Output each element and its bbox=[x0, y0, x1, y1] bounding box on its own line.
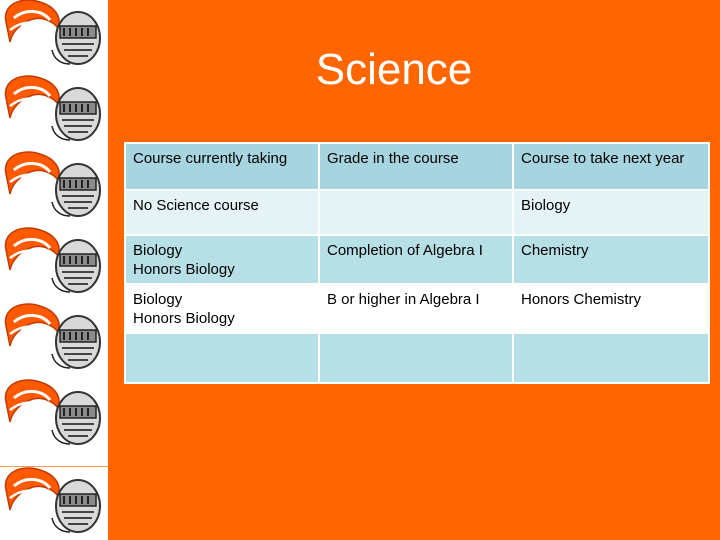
course-table bbox=[124, 142, 710, 384]
header-current-course: Course currently taking bbox=[125, 143, 319, 190]
knight-helmet-icon bbox=[0, 222, 108, 300]
table-row bbox=[125, 333, 709, 383]
cell-line: Honors Biology bbox=[133, 261, 235, 278]
cell-line: Honors Biology bbox=[133, 310, 235, 327]
knight-helmet-icon bbox=[0, 146, 108, 224]
slide-title: Science bbox=[315, 45, 473, 94]
table-row bbox=[125, 190, 709, 235]
table-cell-current bbox=[125, 235, 319, 284]
knight-helmet-icon bbox=[0, 374, 108, 452]
cell-line: No Science course bbox=[133, 197, 259, 214]
table-cell-current bbox=[125, 284, 319, 333]
cell-line: Biology bbox=[133, 242, 183, 259]
knight-helmet-icon bbox=[0, 0, 108, 72]
table-cell-current bbox=[125, 333, 319, 383]
table-cell-next: Honors Chemistry bbox=[513, 284, 709, 333]
table-cell-next bbox=[513, 333, 709, 383]
table-row bbox=[125, 284, 709, 333]
header-grade: Grade in the course bbox=[319, 143, 513, 190]
table-cell-grade bbox=[319, 190, 513, 235]
header-next-course: Course to take next year bbox=[513, 143, 709, 190]
table-cell-next: Biology bbox=[513, 190, 709, 235]
table-cell-next: Chemistry bbox=[513, 235, 709, 284]
knight-helmet-icon bbox=[0, 298, 108, 376]
helmet-sidebar bbox=[0, 0, 108, 540]
table-cell-grade: Completion of Algebra I bbox=[319, 235, 513, 284]
slide-title-container bbox=[108, 42, 720, 98]
knight-helmet-icon bbox=[0, 70, 108, 148]
table-header-row bbox=[125, 143, 709, 190]
table-cell-grade: B or higher in Algebra I bbox=[319, 284, 513, 333]
table-row bbox=[125, 235, 709, 284]
sidebar-divider bbox=[0, 466, 108, 467]
table-cell-current bbox=[125, 190, 319, 235]
knight-helmet-icon bbox=[0, 462, 108, 540]
table-cell-grade bbox=[319, 333, 513, 383]
cell-line: Biology bbox=[133, 291, 183, 308]
